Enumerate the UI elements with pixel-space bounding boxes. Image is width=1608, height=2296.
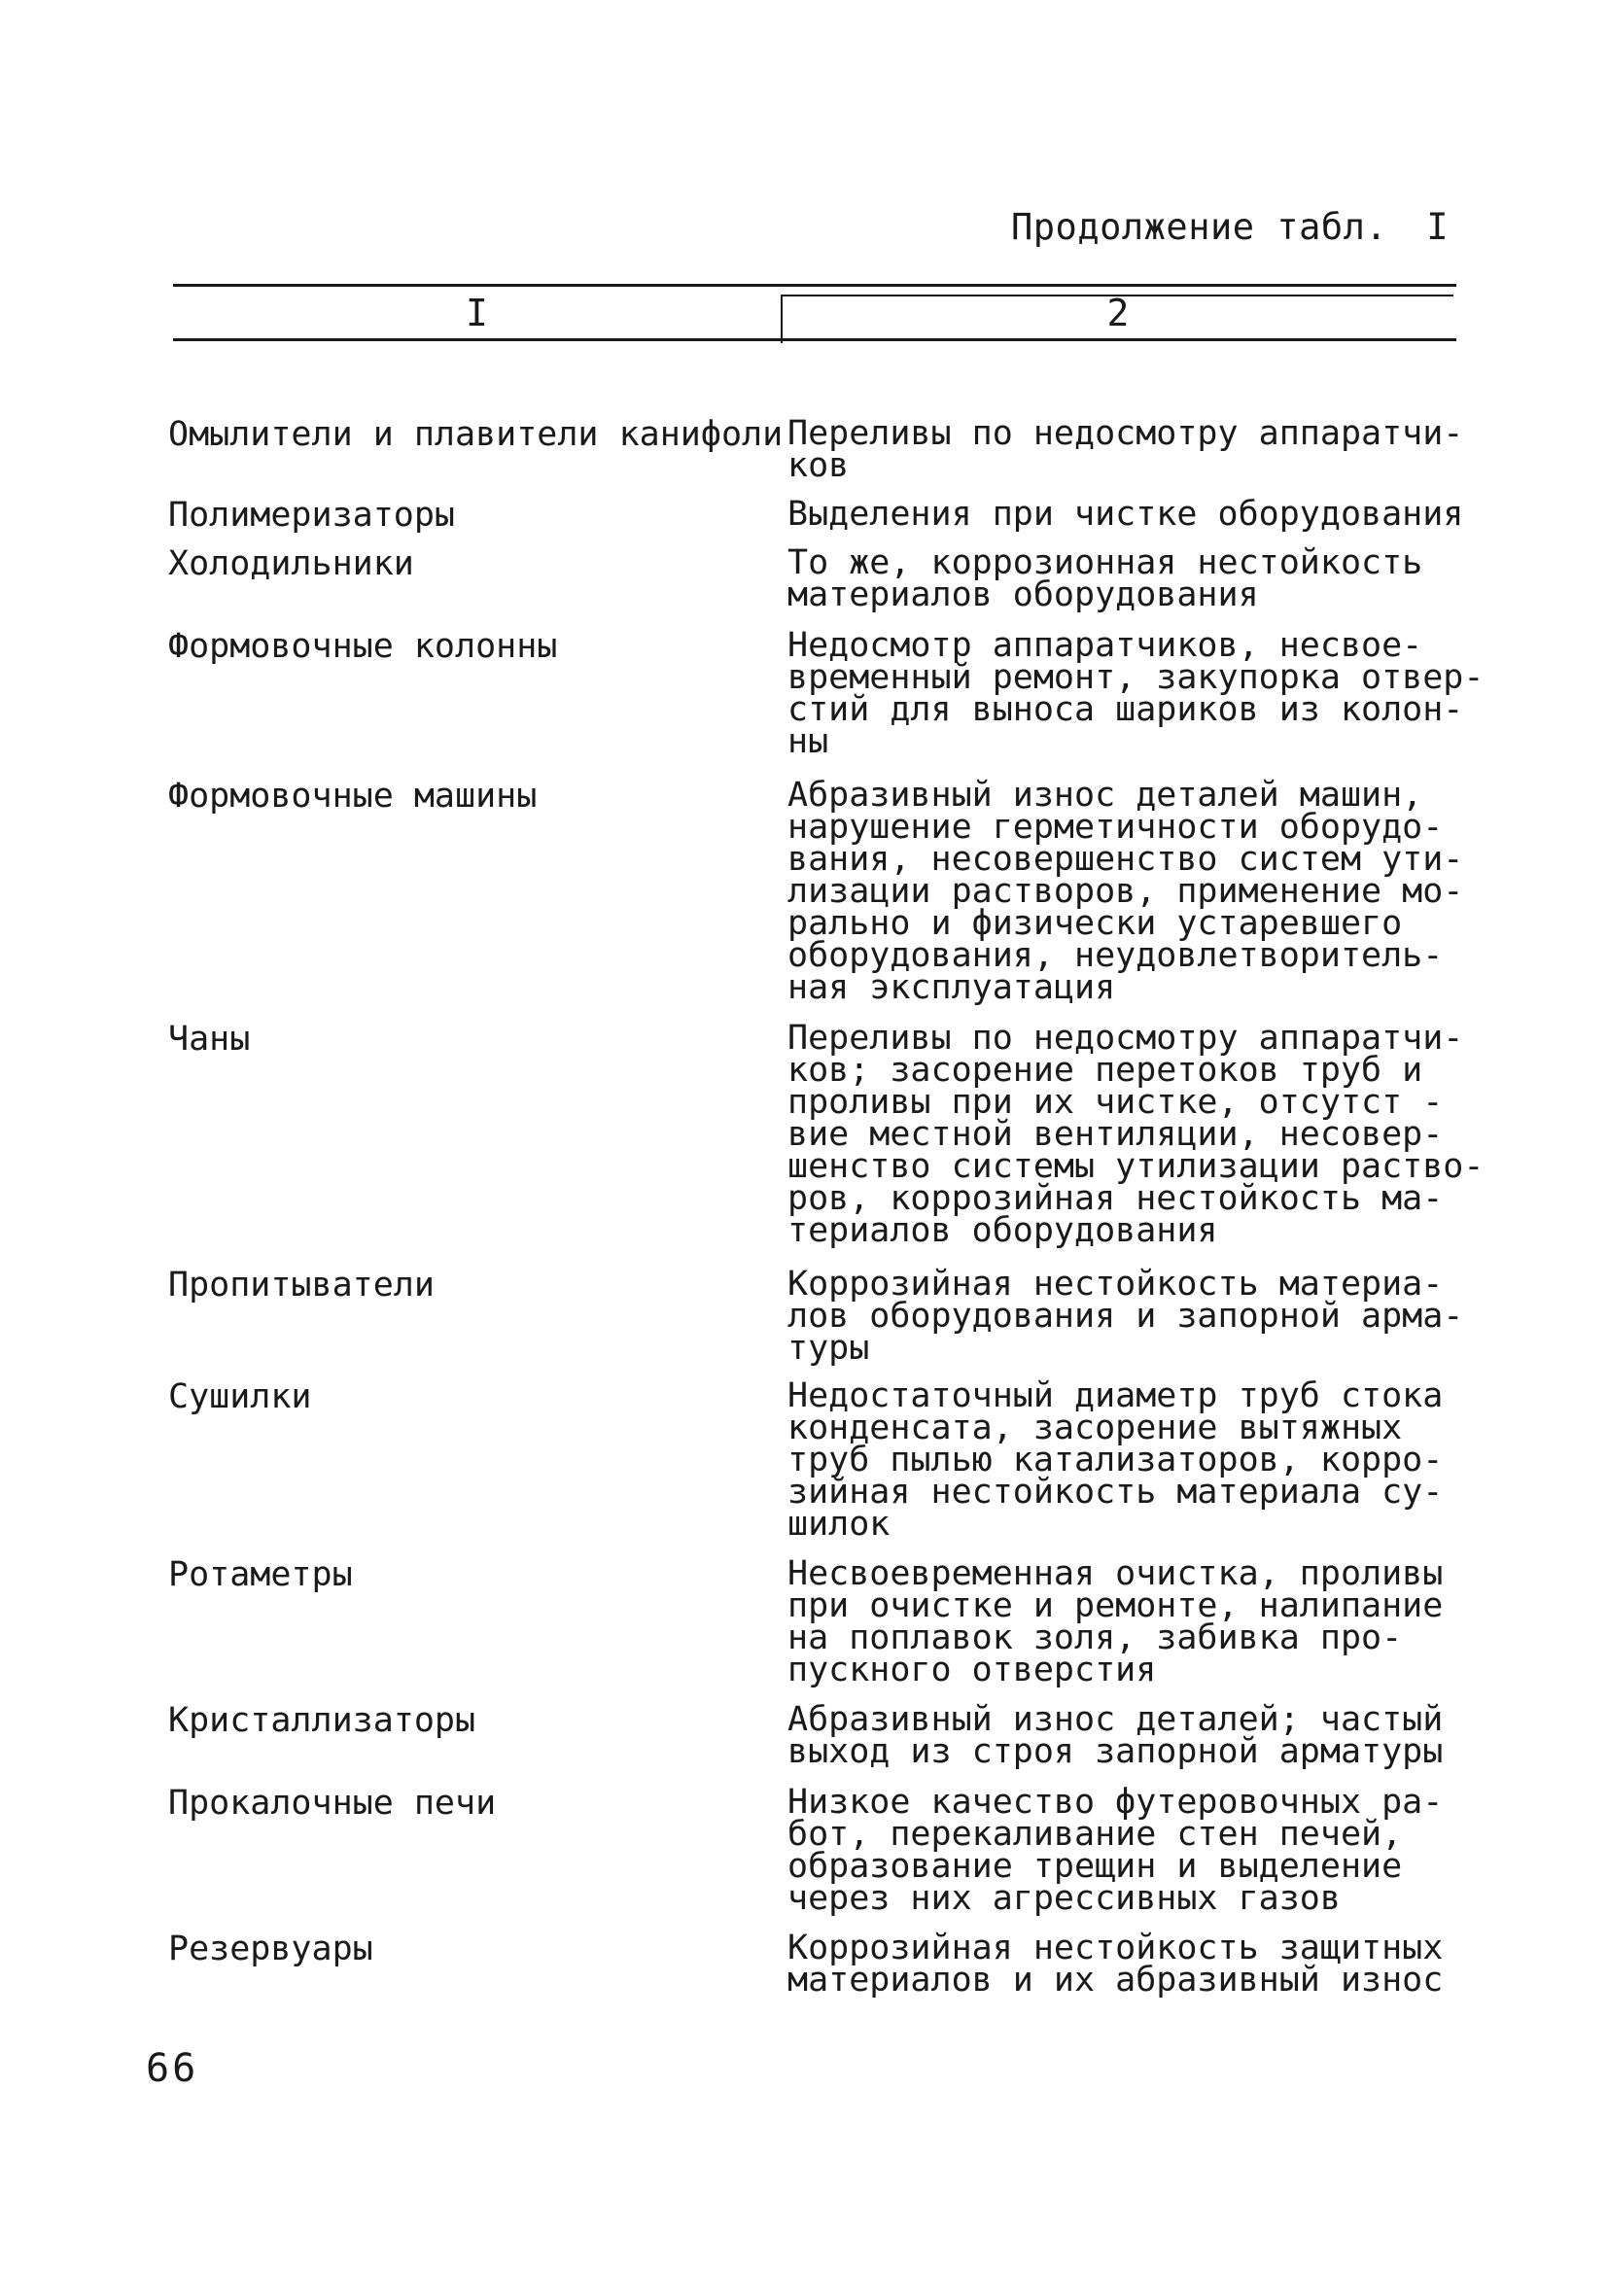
row-cause: Переливы по недосмотру аппаратчи- ков; засорение перетоков труб и проливы при их чистке, отсутст - вие местной вентиляции, несовер- шенство системы утилизации раство- ров, коррозийная нестойкость ма- териалов оборудования [787, 1019, 1485, 1250]
row-equipment: Формовочные машины [168, 777, 538, 816]
table-top-rule [173, 284, 1456, 287]
row-cause: Низкое качество футеровочных ра- бот, перекаливание стен печей, образование трещин и выделение через них агрессивных газов [787, 1783, 1444, 1918]
row-cause: Коррозийная нестойкость материа- лов оборудования и запорной арма- туры [787, 1265, 1464, 1368]
row-cause: Переливы по недосмотру аппаратчи- ков [787, 414, 1464, 485]
row-equipment: Чаны [168, 1020, 251, 1059]
column-header-2: 2 [1106, 292, 1130, 334]
row-equipment: Холодильники [168, 544, 414, 583]
row-equipment: Формовочные колонны [168, 627, 558, 666]
caption-text: Продолжение табл. [1011, 206, 1388, 248]
row-cause: Выделения при чистке оборудования [787, 495, 1464, 534]
row-equipment: Омылители и плавители канифоли [168, 415, 784, 454]
row-equipment: Полимеризаторы [168, 496, 456, 535]
caption-table-number: I [1426, 206, 1449, 248]
page-number: 66 [146, 2046, 199, 2091]
row-cause: Коррозийная нестойкость защитных материалов и их абразивный износ [787, 1929, 1444, 2000]
table-header-bottom-rule [173, 338, 1456, 341]
row-equipment: Прокалочные печи [168, 1784, 497, 1823]
row-equipment: Кристаллизаторы [168, 1701, 476, 1740]
row-cause: Недостаточный диаметр труб стока конденсата, засорение вытяжных труб пылью катализаторов, корро- зийная нестойкость материала су- шилок [787, 1376, 1444, 1544]
row-equipment: Ротаметры [168, 1555, 353, 1594]
row-equipment: Сушилки [168, 1377, 312, 1416]
row-equipment: Пропитыватели [168, 1266, 435, 1305]
row-cause: Абразивный износ деталей; частый выход из строя запорной арматуры [787, 1700, 1444, 1771]
row-cause: Несвоевременная очистка, проливы при очистке и ремонте, налипание на поплавок золя, забивка про- пускного отверстия [787, 1554, 1444, 1689]
column-header-1: I [466, 292, 488, 334]
table-caption [1011, 206, 1449, 248]
row-cause: Недосмотр аппаратчиков, несвое- временный ремонт, закупорка отвер- стий для выноса шариков из колон- ны [787, 626, 1485, 761]
row-equipment: Резервуары [168, 1930, 373, 1968]
row-cause: То же, коррозионная нестойкость материалов оборудования [787, 543, 1423, 614]
row-cause: Абразивный износ деталей машин, нарушение герметичности оборудо- вания, несовершенство систем ути- лизации растворов, применение мо- рально и физически устаревшего оборудования, неудовлетворитель- ная эксплуатация [787, 776, 1464, 1007]
